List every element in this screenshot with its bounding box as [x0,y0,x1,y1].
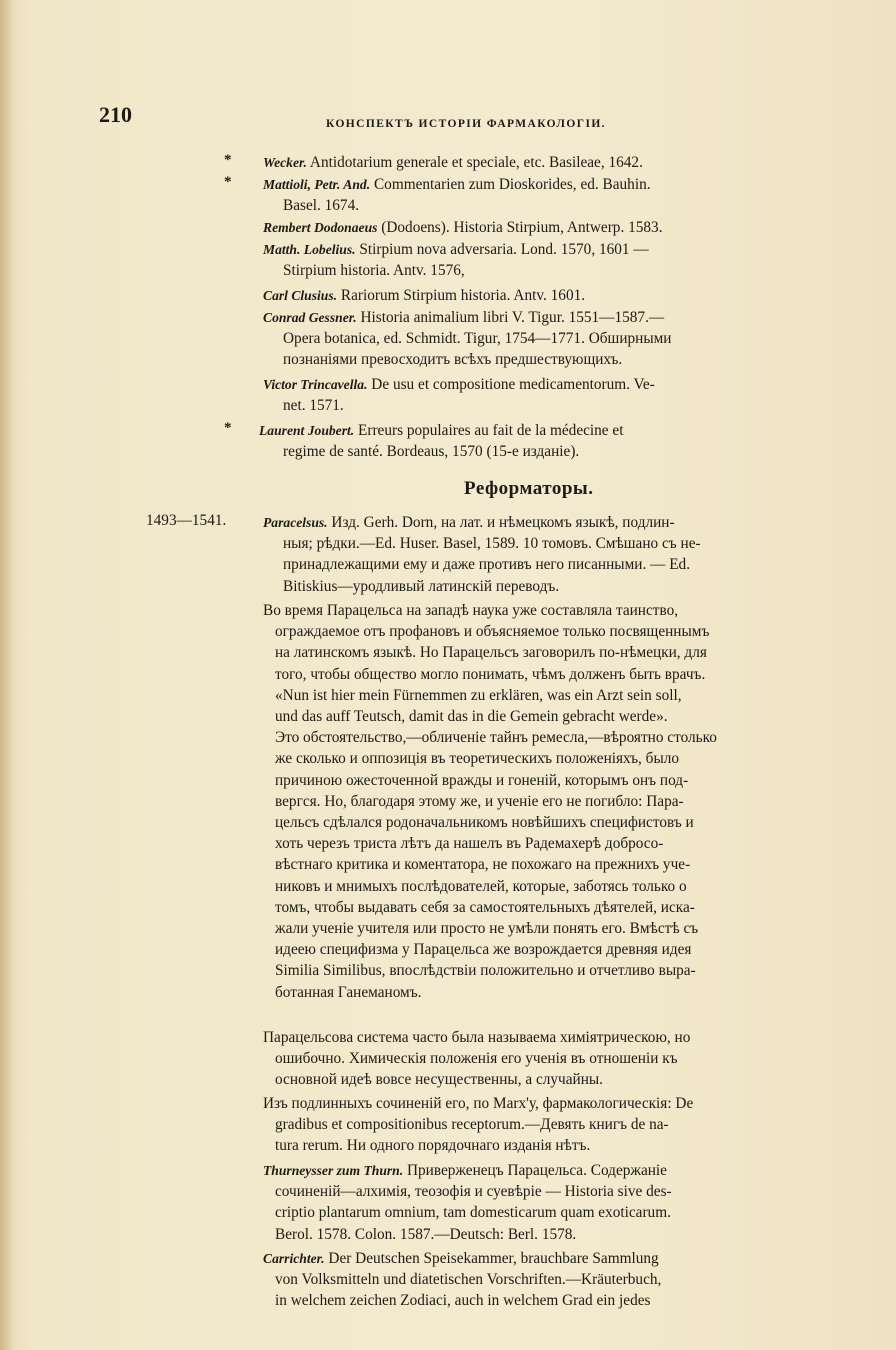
author-name: Matth. Lobelius. [263,242,356,257]
author-name: Rembert Dodonaeus [263,220,378,235]
author-name: Paracelsus. [263,515,328,530]
author-name: Wecker. [263,155,307,170]
section-heading: Реформаторы. [464,478,594,499]
asterisk-marker: * [224,174,232,190]
paragraph-line: Это обстоятельство,—обличеніе тайнъ ремесла,—вѣроятно столько [275,729,717,747]
entry-text: (Dodoens). Historia Stirpium, Antwerp. 1583. [381,219,663,236]
paragraph-line: причиною ожесточенной вражды и гоненій, которымъ онъ под- [275,771,689,789]
bibliography-entry-wecker [263,152,643,173]
running-head: КОНСПЕКТЪ ИСТОРІИ ФАРМАКОЛОГІИ. [326,118,606,130]
paragraph-line: основной идеѣ вовсе несущественны, а случайны. [275,1071,603,1089]
entry-text: Antidotarium generale et speciale, etc. Basileae, 1642. [309,154,643,171]
bibliography-entry-clusius [263,285,585,306]
bibliography-entry-mattioli [263,174,651,216]
chemiatric-system-paragraph [263,1027,690,1091]
asterisk-marker: * [224,152,232,168]
bibliography-entry-trincavella [263,374,655,416]
author-name: Carrichter. [263,1251,325,1266]
entry-text: Приверженецъ Парацельса. Содержаніе [406,1162,667,1179]
paragraph-line: ошибочно. Химическія положенія его ученія въ отношеніи къ [275,1050,678,1068]
author-name: Thurneysser zum Thurn. [263,1163,404,1178]
paragraph-line: хоть черезъ триста лѣтъ да нашелъ въ Радемахерѣ добросо- [275,835,664,853]
paragraph-line: же сколько и оппозиція въ теоретическихъ положеніяхъ, было [275,750,680,768]
author-name: Carl Clusius. [263,288,338,303]
paragraph-line: Во время Парацельса на западѣ наука уже составляла таинство, [263,602,679,619]
entry-text: Commentarien zum Dioskorides, ed. Bauhin. [373,176,651,193]
paragraph-line: вергся. Но, благодаря этому же, и ученіе его не погибло: Пара- [275,792,684,810]
paragraph-line: цельсъ сдѣлался родоначальникомъ новѣйшихъ специфистовъ и [275,814,694,832]
entry-text: Rariorum Stirpium historia. Antv. 1601. [340,287,586,304]
entry-text: Opera botanica, ed. Schmidt. Tigur, 1754—1771. Обширными [283,330,672,348]
paragraph-line: gradibus et compositionibus receptorum.—Девять книгъ de na- [275,1116,669,1134]
entry-text: in welchem zeichen Zodiaci, auch in welchem Grad ein jedes [275,1292,651,1310]
paracelsus-commentary-paragraph [263,600,717,1003]
entry-text: Basel. 1674. [283,197,360,215]
paragraph-line: ботанная Ганеманомъ. [275,983,422,1001]
paragraph-line: жали ученіе учителя или просто не умѣли понять его. Вмѣстѣ съ [275,920,699,938]
paragraph-line: Similia Similibus, впослѣдствіи положительно и отчетливо выра- [275,962,696,980]
entry-text: Изд. Gerh. Dorn, на лат. и нѣмецкомъ языкѣ, подлин- [331,514,675,531]
bibliography-entry-joubert [259,420,623,462]
bibliography-entry-gessner [263,307,672,371]
paragraph-line: томъ, чтобы выдавать себя за самостоятельныхъ дѣятелей, иска- [275,898,695,916]
paragraph-line: und das auff Teutsch, damit das in die Gemein gebracht werde». [275,708,668,726]
paragraph-line: Изъ подлинныхъ сочиненій его, по Marx'у, фармакологическія: De [263,1095,694,1112]
author-name: Victor Trincavella. [263,377,368,392]
entry-text: De usu et compositione medicamentorum. Ve- [371,376,655,393]
entry-text: Erreurs populaires au fait de la médecine et [358,422,624,439]
paragraph-line: «Nun ist hier mein Fürnemmen zu erklären, was ein Arzt sein soll, [275,686,682,704]
paragraph-line: на латинскомъ языкѣ. Но Парацельсъ заговорилъ по-нѣмецки, для [275,644,707,662]
entry-text: познаніями превосходитъ всѣхъ предшествующихъ. [283,351,623,369]
paragraph-line: того, чтобы общество могло понимать, чѣмъ долженъ быть врачъ. [275,665,706,683]
entry-text: Stirpium historia. Antv. 1576, [283,262,465,280]
paragraph-line: никовъ и мнимыхъ послѣдователей, которые, заботясь только о [275,877,687,895]
author-name: Mattioli, Petr. And. [263,177,371,192]
paragraph-line: tura rerum. Ни одного порядочнаго изданія нѣтъ. [275,1137,591,1155]
entry-text: criptio plantarum omnium, tam domesticarum quam exoticarum. [275,1204,671,1222]
paragraph-line: Парацельсова система часто была называема химіятрическою, но [263,1029,691,1046]
bibliography-entry-thurneysser [263,1160,672,1245]
entry-text: Historia animalium libri V. Tigur. 1551—1587.— [360,309,665,326]
entry-text: net. 1571. [283,397,344,415]
paragraph-line: ограждаемое отъ профановъ и объясняемое только посвященнымъ [275,623,710,641]
page-edge-shadow [0,0,14,1350]
author-name: Laurent Joubert. [259,423,355,438]
date-range: 1493—1541. [146,512,227,529]
entry-text: сочиненій—алхимія, теозофія и суевѣріе — Historia sive des- [275,1183,672,1201]
entry-text: ныя; рѣдки.—Ed. Huser. Basel, 1589. 10 томовъ. Смѣшано съ не- [283,535,701,553]
page-number: 210 [99,102,132,127]
entry-text: regime de santé. Bordeaus, 1570 (15-е изданіе). [283,443,580,461]
paragraph-line: вѣстнаго критика и коментатора, не похожаго на прежнихъ уче- [275,856,691,874]
asterisk-marker: * [224,420,232,436]
entry-text: Der Deutschen Speisekammer, brauchbare Sammlung [328,1250,659,1267]
entry-text: Bitiskius—уродливый латинскій переводъ. [283,577,560,595]
paragraph-line: идеею специфизма у Парацельса же возрождается древняя идея [275,941,692,959]
bibliography-entry-paracelsus [263,512,701,597]
bibliography-entry-lobelius [263,239,649,281]
bibliography-entry-carrichter [263,1248,661,1312]
pharmacological-works-paragraph [263,1093,693,1157]
entry-text: принадлежащими ему и даже противъ него писанными. — Ed. [283,556,691,574]
entry-text: Berol. 1578. Colon. 1587.—Deutsch: Berl. 1578. [275,1225,577,1243]
entry-text: von Volksmitteln und diatetischen Vorschriften.—Kräuterbuch, [275,1271,662,1289]
bibliography-entry-dodonaeus [263,217,663,238]
entry-text: Stirpium nova adversaria. Lond. 1570, 1601 — [359,241,649,258]
author-name: Conrad Gessner. [263,310,357,325]
